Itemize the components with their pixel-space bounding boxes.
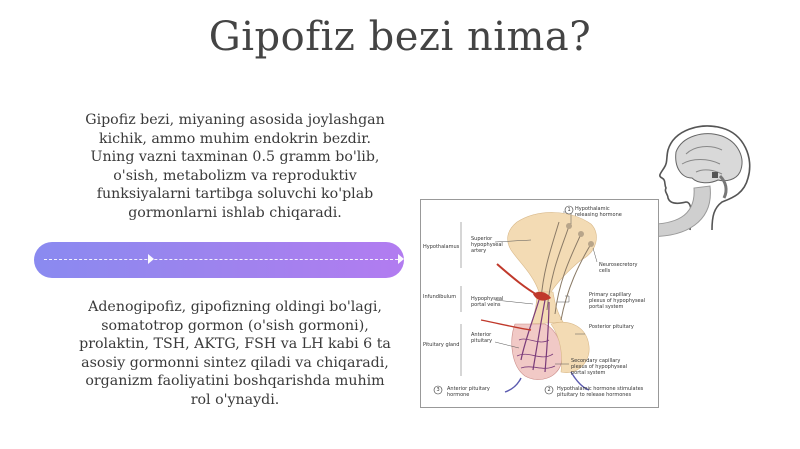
pituitary-marker [712,172,718,178]
label-hypothalamic-hormone: Hypothalamic hormone stimulates pituitary to release hormones [557,386,644,398]
label-primary-plexus: Primary capillary plexus of hypophyseal portal system [589,292,646,310]
label-secondary-plexus: Secondary capillary plexus of hypophyseal portal system [571,358,628,376]
divider-arrow-icon [148,254,154,264]
pituitary-diagram [420,199,659,408]
step-number-1: 1 [567,207,571,213]
label-neurosecretory-cells: Neurosecretory cells [599,262,638,274]
label-superior-artery: Superior hypophyseal artery [471,236,503,254]
label-anterior-pituitary: Anterior pituitary [471,332,493,344]
divider-arrow-end-icon [398,254,404,264]
label-infundibulum: Infundibulum [423,294,457,300]
adenohypophysis-paragraph: Adenogipofiz, gipofizning oldingi bo'lagi, somatotrop gormon (o'sish gormoni), prolaktin, TSH, AKTG, FSH va LH kabi 6 ta asosiy gormonni sintez qiladi va chiqaradi, organizm faoliyatini boshqarishda muhim rol o'ynaydi. [79,299,391,408]
label-posterior-pituitary: Posterior pituitary [589,324,634,330]
divider-dashed-line [44,259,398,260]
intro-paragraph: Gipofiz bezi, miyaning asosida joylashgan kichik, ammo muhim endokrin bezdir. Uning vazni taxminan 0.5 gramm bo'lib, o'sish, metabolizm va reproduktiv funksiyalarni tartibga soluvchi ko'plab gormonlarni ishlab chiqaradi. [85,112,385,221]
divider-bar [34,242,404,278]
page-title: Gipofiz bezi nima? [208,14,592,60]
step-number-3: 3 [436,387,440,393]
label-portal-veins: Hypophyseal portal veins [471,296,504,308]
step-number-2: 2 [547,387,551,393]
label-anterior-hormone: Anterior pituitary hormone [447,386,490,398]
label-pituitary-gland: Pituitary gland [423,342,460,348]
label-hypothalamus: Hypothalamus [423,244,460,250]
label-releasing-hormone: Hypothalamic releasing hormone [575,206,622,218]
